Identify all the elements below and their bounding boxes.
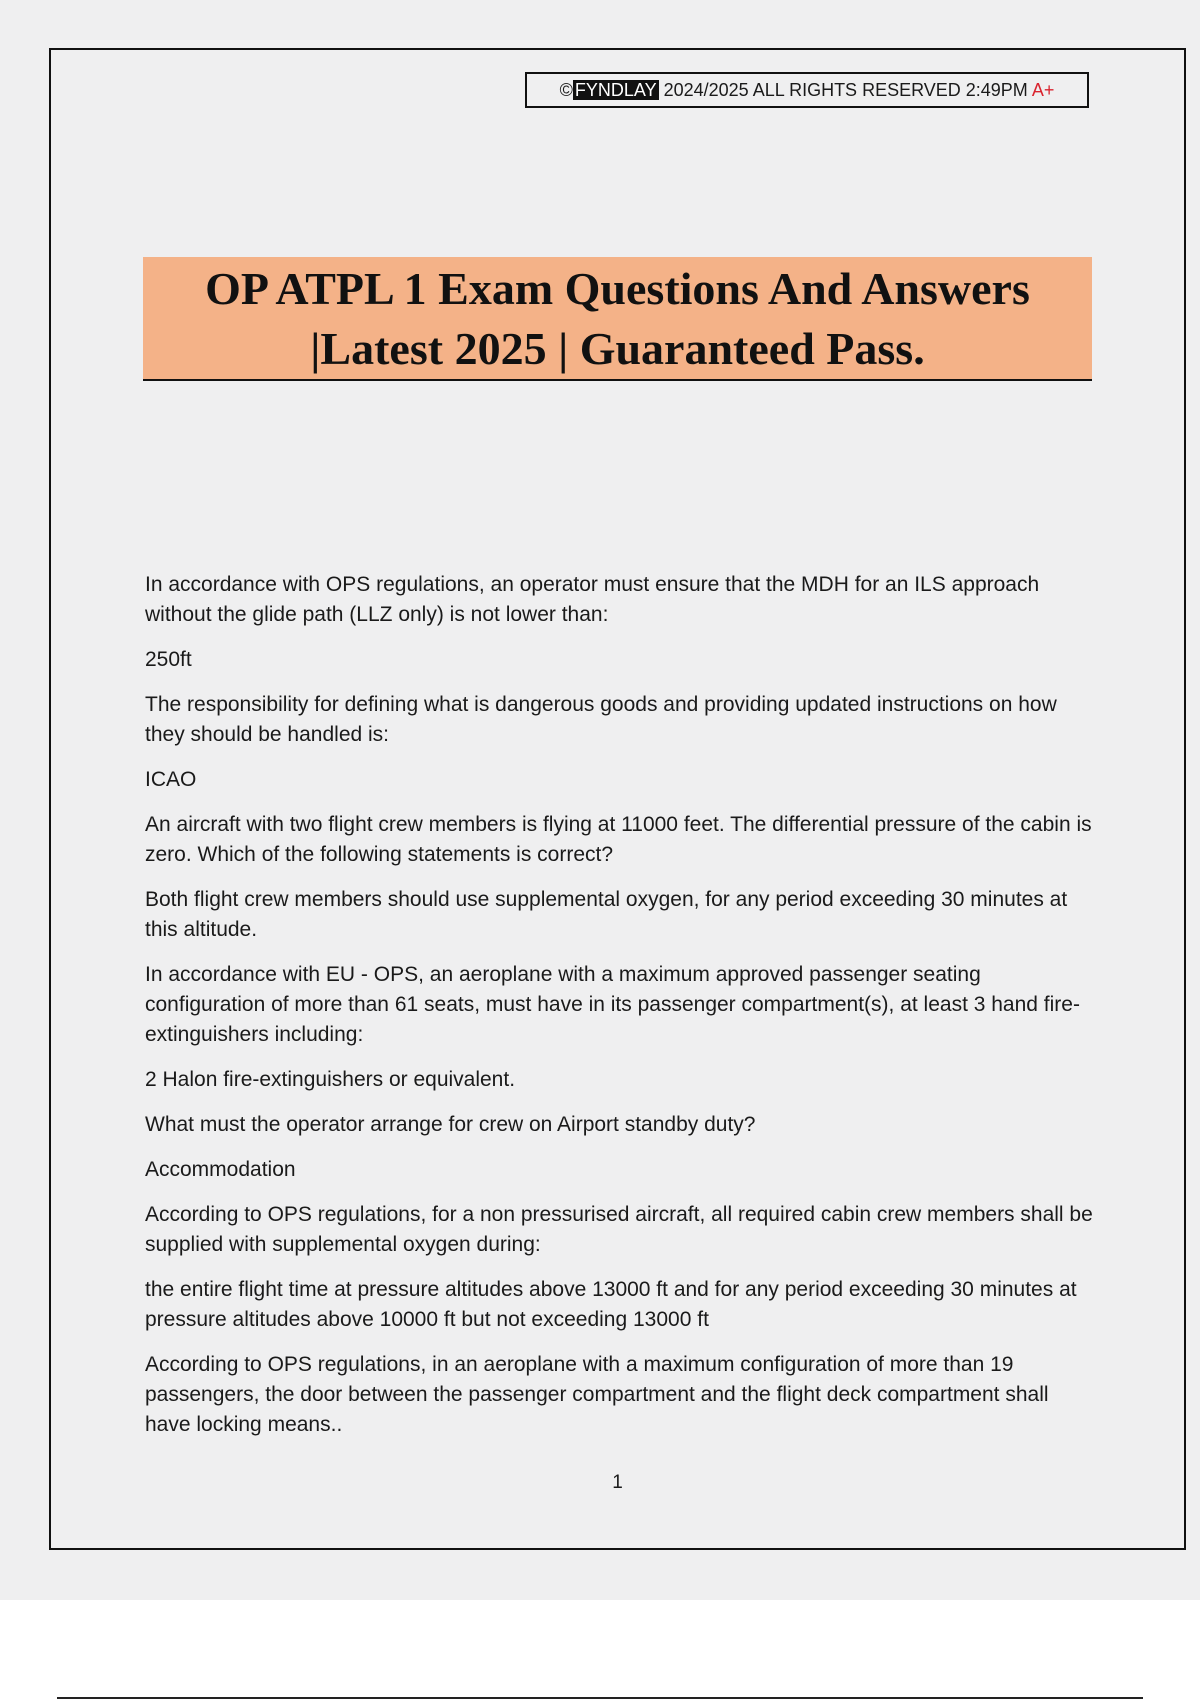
question-4: In accordance with EU - OPS, an aeroplane with a maximum approved passenger seating configuration of more than 61 seats, must have in its passenger compartment(s), at least 3 hand fire-extinguishers including: — [145, 963, 1080, 1046]
copyright-header — [525, 72, 1089, 108]
answer-3: Both flight crew members should use supplemental oxygen, for any period exceeding 30 minutes at this altitude. — [145, 888, 1068, 941]
brand-label: FYNDLAY — [574, 80, 657, 100]
answer-1: 250ft — [145, 648, 192, 671]
question-6: According to OPS regulations, for a non pressurised aircraft, all required cabin crew members shall be supplied with supplemental oxygen during: — [145, 1203, 1093, 1256]
answer-5: Accommodation — [145, 1158, 296, 1181]
document-title — [143, 257, 1092, 381]
title-line-2: |Latest 2025 | Guaranteed Pass. — [310, 323, 925, 374]
question-2: The responsibility for defining what is dangerous goods and providing updated instructions on how they should be handled is: — [145, 693, 1057, 746]
answer-2: ICAO — [145, 768, 197, 791]
page-number: 1 — [612, 1472, 623, 1493]
question-1: In accordance with OPS regulations, an operator must ensure that the MDH for an ILS approach without the glide path (LLZ only) is not lower than: — [145, 573, 1040, 626]
qa-list — [145, 570, 1095, 1455]
grade-label: A+ — [1031, 80, 1055, 100]
title-line-1: OP ATPL 1 Exam Questions And Answers — [205, 263, 1030, 314]
question-5: What must the operator arrange for crew on Airport standby duty? — [145, 1113, 756, 1136]
answer-6: the entire flight time at pressure altitudes above 13000 ft and for any period exceeding 30 minutes at pressure altitudes above 10000 ft but not exceeding 13000 ft — [145, 1278, 1077, 1331]
copyright-symbol: © — [559, 80, 573, 100]
answer-4: 2 Halon fire-extinguishers or equivalent. — [145, 1068, 516, 1091]
rights-text: 2024/2025 ALL RIGHTS RESERVED 2:49PM — [658, 80, 1032, 100]
question-7: According to OPS regulations, in an aeroplane with a maximum configuration of more than 19 passengers, the door between the passenger compartment and the flight deck compartment shall have locking means.. — [145, 1353, 1049, 1436]
next-page-divider — [57, 1697, 1143, 1699]
question-3: An aircraft with two flight crew members is flying at 11000 feet. The differential pressure of the cabin is zero. Which of the following statements is correct? — [145, 813, 1092, 866]
